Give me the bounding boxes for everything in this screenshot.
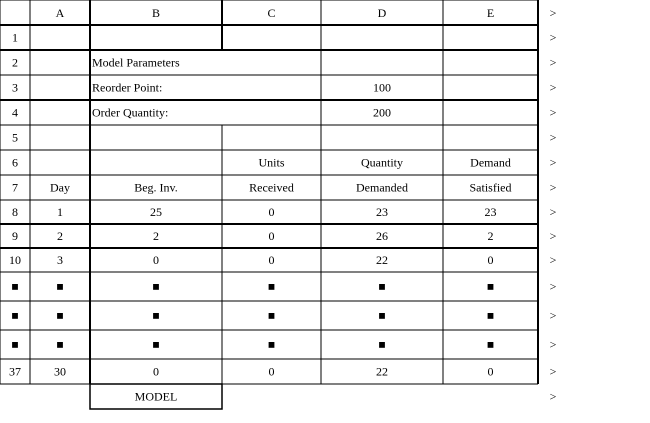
table-cell: 2 [153,229,159,243]
column-header-c: C [267,6,276,20]
row-number: 10 [9,253,21,267]
table-cell: ■ [267,279,276,294]
table-cell: 22 [376,364,388,379]
row-end-marker: > [549,30,557,45]
table-cell: ■ [378,279,386,294]
table-cell: ■ [267,337,276,352]
row-number: 4 [12,105,18,120]
row-number: 2 [12,55,18,70]
row-end-marker: > [549,205,557,219]
table-cell: ■ [486,308,495,323]
table-cell: 30 [54,364,66,379]
table-cell: 0 [487,253,494,267]
row-end-marker: > [549,80,557,95]
row-end-marker: > [549,105,557,120]
table-cell: ■ [56,337,64,352]
table-cell: Beg. Inv. [134,180,178,195]
row-end-marker: > [549,389,557,404]
table-cell: 200 [373,105,391,120]
table-cell: ■ [152,337,160,352]
row-end-marker: > [549,229,557,243]
table-cell: Quantity [361,155,403,170]
table-cell: ■ [56,308,64,323]
table-cell: 0 [268,229,275,243]
table-cell: Satisfied [469,180,512,195]
table-cell: ■ [152,308,160,323]
table-cell: 2 [57,229,63,243]
table-cell: 23 [376,205,388,219]
table-cell: ■ [378,308,386,323]
table-cell: Day [50,180,70,195]
column-header-e: E [486,6,495,20]
table-cell: 23 [484,205,497,219]
table-cell: Units [258,155,285,170]
row-end-marker: > [549,155,557,170]
row-end-marker: > [549,130,557,145]
column-header-b: B [151,6,161,20]
sheet-tab-label: MODEL [134,389,178,404]
row-number: 37 [9,364,21,379]
table-cell: ■ [152,279,160,294]
table-cell: 25 [150,205,162,219]
cell-label: Reorder Point: [92,80,163,95]
row-end-marker: > [549,180,557,195]
table-cell: ■ [486,279,495,294]
table-cell: ■ [56,279,64,294]
table-cell: ■ [267,308,276,323]
table-cell: Demanded [356,180,408,195]
row-number: ■ [11,279,19,294]
table-cell: 0 [268,364,275,379]
row-end-marker: > [549,253,557,267]
table-cell: 22 [376,253,388,267]
row-number: ■ [11,308,19,323]
row-number: 9 [12,229,18,243]
row-end-marker: > [549,364,557,379]
row-end-marker: > [549,55,557,70]
table-cell: 0 [268,205,275,219]
row-number: 6 [12,155,18,170]
table-cell: Demand [470,155,511,170]
row-end-marker: > [549,279,557,294]
table-cell: 0 [153,364,159,379]
table-cell: ■ [486,337,495,352]
row-number: ■ [11,337,19,352]
table-cell: 0 [268,253,275,267]
table-cell: 2 [487,229,494,243]
row-end-marker: > [549,308,557,323]
table-cell: Received [249,180,294,195]
table-cell: 0 [487,364,494,379]
table-cell: ■ [378,337,386,352]
column-header-a: A [55,6,65,20]
table-cell: 26 [376,229,388,243]
table-cell: 1 [57,205,63,219]
table-cell: 100 [373,80,391,95]
row-number: 1 [12,30,18,45]
row-number: 7 [12,180,18,195]
row-end-marker: > [549,6,557,20]
row-number: 5 [12,130,18,145]
table-cell: 3 [57,253,63,267]
row-end-marker: > [549,337,557,352]
table-cell: 0 [153,253,159,267]
row-number: 8 [12,205,18,219]
row-number: 3 [12,80,18,95]
cell-label: Model Parameters [92,55,180,70]
cell-label: Order Quantity: [92,105,169,120]
column-header-d: D [377,6,387,20]
